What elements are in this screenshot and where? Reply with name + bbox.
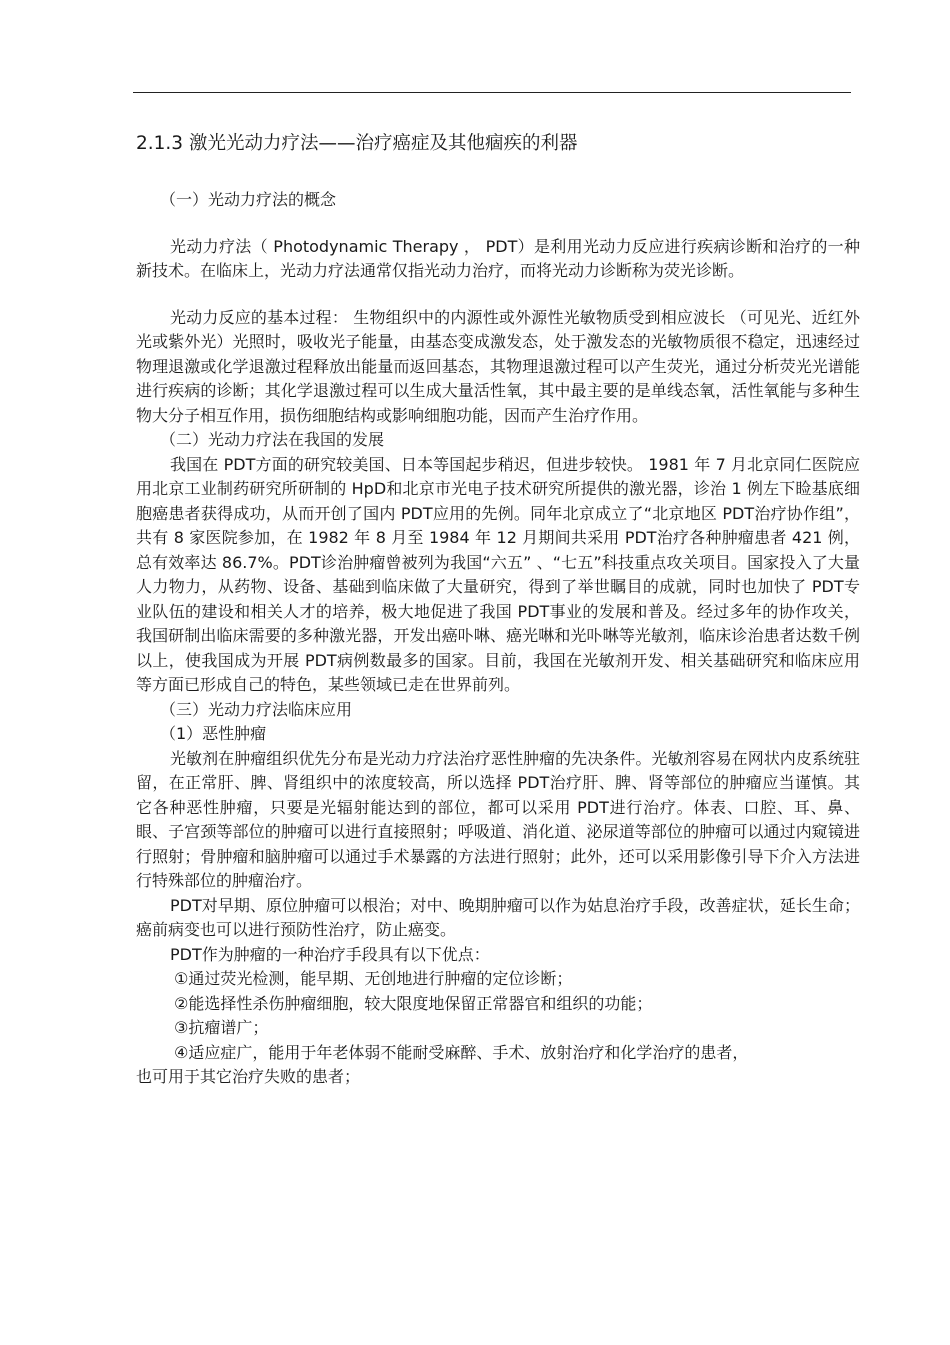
subheading-development: （二）光动力疗法在我国的发展 xyxy=(160,430,385,449)
advantage-item: ②能选择性杀伤肿瘤细胞，较大限度地保留正常器官和组织的功能； xyxy=(174,993,653,1013)
advantage-item: ③抗瘤谱广； xyxy=(174,1018,269,1037)
advantage-item: ①通过荧光检测，能早期、无创地进行肿瘤的定位诊断； xyxy=(174,969,573,988)
paragraph-definition: 光动力疗法（ Photodynamic Therapy ， PDT）是利用光动力反应进行疾病诊断和治疗的一种新技术。在临床上，光动力疗法通常仅指光动力治疗，而将光动力诊断称为荧光诊断。 xyxy=(136,236,860,280)
paragraph-process: 光动力反应的基本过程： 生物组织中的内源性或外源性光敏物质受到相应波长 （可见光、近红外光或紫外光）光照时，吸收光子能量，由基态变成激发态，处于激发态的光敏物质很不稳定，迅速经过物理退激或化学退激过程释放出能量而返回基态，其物理退激过程可以产生荧光，通过分析荧光光谱能进行疾病的诊断；其化学退激过程可以生成大量活性氧，其中最主要的是单线态氧，活性氧能与多种生物大分子相互作用，损伤细胞结构或影响细胞功能，因而产生治疗作用。 xyxy=(136,307,860,425)
paragraph-efficacy: PDT对早期、原位肿瘤可以根治；对中、晚期肿瘤可以作为姑息治疗手段，改善症状，延长生命；癌前病变也可以进行预防性治疗，防止癌变。 xyxy=(136,895,860,939)
paragraph-photosensitizer: 光敏剂在肿瘤组织优先分布是光动力疗法治疗恶性肿瘤的先决条件。光敏剂容易在网状内皮系统驻留，在正常肝、脾、肾组织中的浓度较高，所以选择 PDT治疗肝、脾、肾等部位的肿瘤应当谨慎。其它各种恶性肿瘤，只要是光辐射能达到的部位，都可以采用 PDT进行治疗。体表、口腔、耳、鼻、眼、子宫颈等部位的肿瘤可以进行直接照射；呼吸道、消化道、泌尿道等部位的肿瘤可以通过内窥镜进行照射；骨肿瘤和脑肿瘤可以通过手术暴露的方法进行照射；此外，还可以采用影像引导下介入方法进行特殊部位的肿瘤治疗。 xyxy=(136,748,860,890)
paragraph-advantages-intro: PDT作为肿瘤的一种治疗手段具有以下优点： xyxy=(170,944,490,964)
subheading-concept: （一）光动力疗法的概念 xyxy=(160,190,337,209)
subheading-malignant-tumor: （1）恶性肿瘤 xyxy=(160,724,267,743)
advantage-item-continuation: 也可用于其它治疗失败的患者； xyxy=(136,1067,361,1086)
header-rule xyxy=(133,92,851,93)
paragraph-development: 我国在 PDT方面的研究较美国、日本等国起步稍迟，但进步较快。 1981 年 7 月北京同仁医院应用北京工业制药研究所研制的 HpD和北京市光电子技术研究所提供的激光器，诊治 1 例左下睑基底细胞癌患者获得成功，从而开创了国内 PDT应用的先例。同年北京成立了“北京地区 PDT治疗协作组”，共有 8 家医院参加，在 1982 年 8 月至 1984 年 12 月期间共采用 PDT治疗各种肿瘤患者 421 例，总有效率达 86.7%。PDT诊治肿瘤曾被列为我国“六五” 、“七五”科技重点攻关项目。国家投入了大量人力物力，从药物、设备、基础到临床做了大量研究，得到了举世瞩目的成就，同时也加快了 PDT专业队伍的建设和相关人才的培养，极大地促进了我国 PDT事业的发展和普及。经过多年的协作攻关，我国研制出临床需要的多种激光器，开发出癌卟啉、癌光啉和光卟啉等光敏剂，临床诊治患者达数千例以上，使我国成为开展 PDT病例数最多的国家。目前，我国在光敏剂开发、相关基础研究和临床应用等方面已形成自己的特色，某些领域已走在世界前列。 xyxy=(136,454,860,694)
advantage-item: ④适应症广，能用于年老体弱不能耐受麻醉、手术、放射治疗和化学治疗的患者， xyxy=(174,1042,749,1062)
section-title: 2.1.3 激光光动力疗法——治疗癌症及其他痼疾的利器 xyxy=(136,133,578,154)
subheading-clinical: （三）光动力疗法临床应用 xyxy=(160,699,353,719)
document-body xyxy=(136,128,860,1090)
